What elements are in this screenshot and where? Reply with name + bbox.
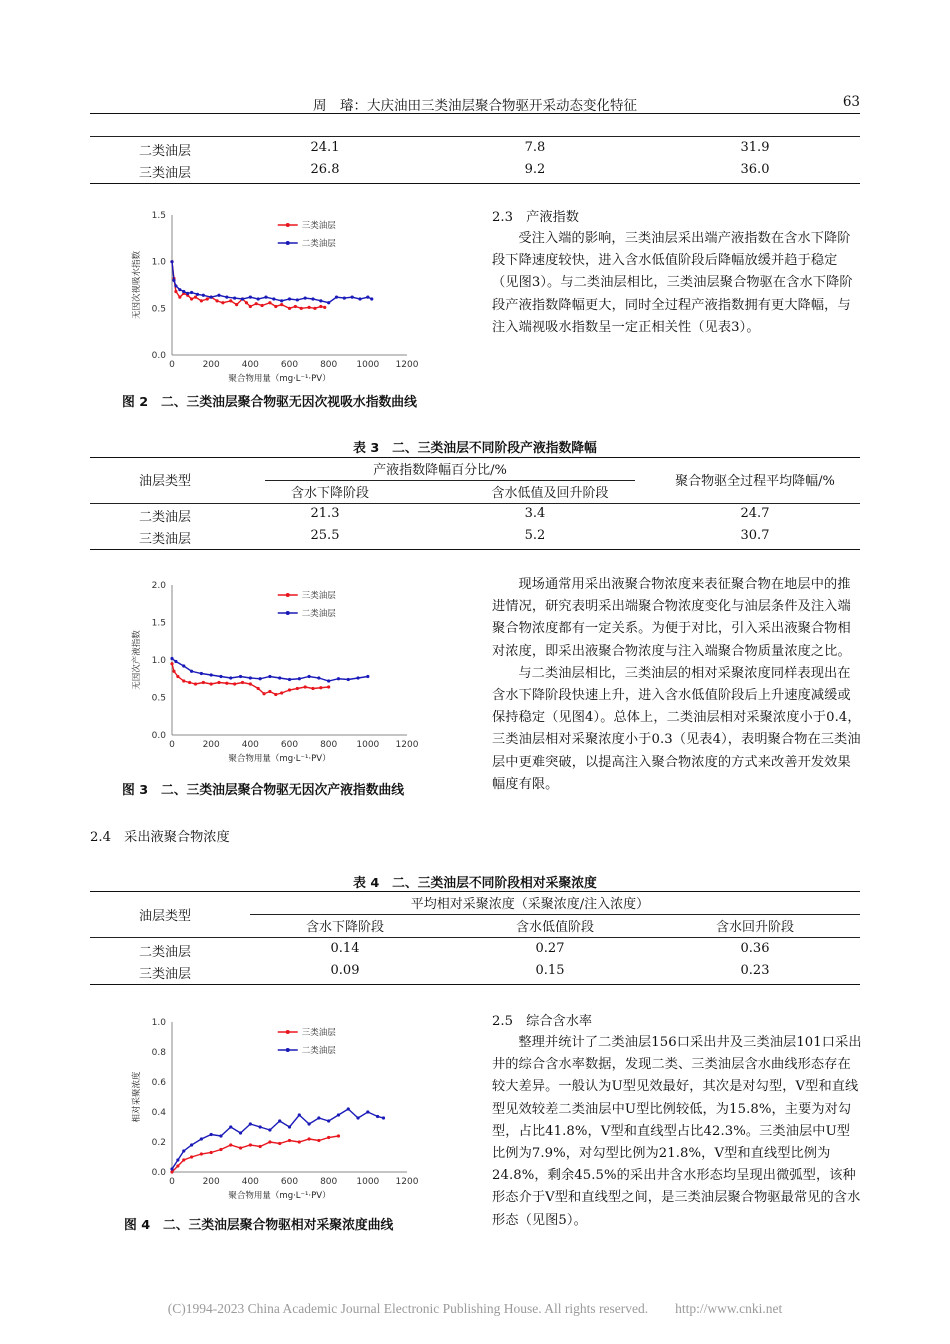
table-4-header-sub2: 含水低值阶段 [515,920,594,935]
section-2-3-heading: 2.3 产液指数 [492,210,579,225]
table-4-cell: 二类油层 [138,945,191,960]
x-tick-label: 600 [280,740,299,750]
data-point [249,682,252,685]
data-point [217,681,220,684]
table-top-bottom-rule [90,183,860,184]
data-point [178,296,181,299]
data-point [190,1155,193,1158]
data-point [259,1125,262,1128]
data-point [319,686,322,689]
table-top-cell: 24.1 [310,140,340,155]
data-point [215,299,218,302]
data-point [307,1137,310,1140]
concentration-paragraphs [492,574,862,796]
table-top-cell: 7.8 [524,140,546,155]
data-point [210,673,213,676]
table-4-cell: 0.23 [740,963,770,978]
data-point [274,693,277,696]
data-point [294,305,297,308]
y-axis-label: 相对采聚浓度 [132,1071,142,1123]
data-point [268,301,271,304]
data-point [229,1143,232,1146]
legend-label: 三类油层 [301,1028,336,1038]
data-point [280,691,283,694]
table-top-cell: 二类油层 [138,144,191,159]
x-tick-label: 0 [169,1177,175,1187]
table-top-cell: 三类油层 [138,166,191,181]
figure-4-chart [112,1012,442,1202]
table-4-cell: 0.36 [740,941,770,956]
legend-marker [286,1030,290,1034]
data-point [249,296,252,299]
data-point [259,677,262,680]
data-point [296,687,299,690]
figure-2-chart [112,205,442,385]
x-tick-label: 200 [202,740,220,750]
data-point [170,662,173,665]
legend-label: 三类油层 [301,591,336,601]
table-3-bottom-rule [90,549,860,550]
data-point [188,681,191,684]
x-tick-label: 200 [202,1177,220,1187]
legend-label: 二类油层 [301,609,336,619]
running-header [90,92,860,114]
data-point [268,1140,271,1143]
y-tick-label: 1.0 [151,1018,166,1028]
x-tick-label: 800 [320,1177,338,1187]
y-tick-label: 1.0 [151,257,166,268]
figure-3-chart [112,575,442,765]
data-point [327,1136,330,1139]
section-2-5-text: 整理并统计了二类油层156口采出井及三类油层101口采出井的综合含水率数据，发现二类、三类油层含水曲线形态存在较大差异。一般认为U型见效最好，其次是对勾型，V型和直线型见效较差二类油层中U型比例较低，为15.8%，主要为对勾型，占比41.8%，V型和直线型占比42.3%。三类油层中U型比例为7.9%，对勾型比例为21.8%，V型和直线型比例为24.8%，剩余45.5%的采出井含水形态均呈现出微弧型，该种形态介于V型和直线型之间，是三类油层聚合物驱最常见的含水形态（见图5）。 [492,1035,862,1228]
data-point [176,1158,179,1161]
y-tick-label: 1.0 [151,656,166,666]
data-point [178,288,181,291]
data-point [317,676,320,679]
concentration-paragraph-2: 与二类油层相比，三类油层的相对采聚浓度同样表现出在含水下降阶段快速上升，进入含水低值阶段后上升速度减缓或保持稳定（见图4）。总体上，二类油层相对采聚浓度小于0.4，三类油层相对采聚浓度小于0.3（见表4），表明聚合物在三类油层中更难突破，以提高注入聚合物浓度的方式来改善开发效果幅度有限。 [492,665,861,792]
x-axis-label: 聚合物用量（mg·L⁻¹·PV） [228,1191,331,1201]
data-point [307,306,310,309]
data-point [268,675,271,678]
table-3-cell: 3.4 [524,506,546,521]
section-2-4-heading: 2.4 采出液聚合物浓度 [90,830,230,845]
figure-4-caption: 图 4 二、三类油层聚合物驱相对采聚浓度曲线 [124,1218,394,1233]
data-point [219,1134,222,1137]
legend-marker [286,1048,290,1052]
table-top-cell: 26.8 [310,162,340,177]
data-point [317,1139,320,1142]
x-tick-label: 400 [241,360,259,370]
y-tick-label: 0.0 [151,1168,166,1178]
copyright-footer: (C)1994-2023 China Academic Journal Electronic Publishing House. All rights reserved. http://www.cnki.net [167,1301,783,1316]
table-4-header-sub1: 含水下降阶段 [305,920,384,935]
data-point [307,1122,310,1125]
table-3-cell: 三类油层 [138,532,191,547]
data-point [200,1152,203,1155]
series-line-type2 [172,1109,384,1169]
data-point [200,299,203,302]
table-3-header-group: 产液指数降幅百分比/% [373,463,507,478]
header-rule [90,113,860,114]
y-axis-label: 无因次产液指数 [132,630,142,690]
table-4-header-sub3: 含水回升阶段 [715,920,794,935]
table-3-caption: 表 3 二、三类油层不同阶段产液指数降幅 [353,441,597,456]
data-point [219,1148,222,1151]
data-point [298,677,301,680]
x-tick-label: 800 [320,740,338,750]
legend-label: 二类油层 [301,1046,336,1056]
data-point [337,677,340,680]
x-tick-label: 0 [169,740,175,750]
legend-marker [286,241,290,245]
data-point [182,1149,185,1152]
table-3-cell: 24.7 [740,506,770,521]
table-3-cell: 30.7 [740,528,770,543]
data-point [288,297,291,300]
data-point [366,296,369,299]
y-tick-label: 2.0 [151,581,166,591]
y-axis-label: 无因次视吸水指数 [132,250,142,320]
data-point [190,670,193,673]
data-point [229,1125,232,1128]
section-2-5-paragraph [492,1032,862,1232]
table-4-header-group: 平均相对采聚浓度（采聚浓度/注入浓度） [410,897,650,912]
data-point [174,660,177,663]
data-point [288,307,291,310]
x-tick-label: 1200 [395,740,419,750]
data-point [202,294,205,297]
y-tick-label: 0.8 [151,1048,166,1058]
data-point [210,682,213,685]
data-point [182,664,185,667]
data-point [249,1122,252,1125]
data-point [182,290,185,293]
legend-marker [286,593,290,597]
data-point [337,1113,340,1116]
data-point [210,1151,213,1154]
data-point [300,307,303,310]
table-4-top-rule [90,891,860,892]
table-4-header-type: 油层类型 [138,909,191,924]
table-3-cell: 21.3 [310,506,340,521]
data-point [288,1139,291,1142]
data-point [170,657,173,660]
x-axis-label: 聚合物用量（mg·L⁻¹·PV） [228,754,331,764]
x-tick-label: 400 [241,1177,259,1187]
data-point [221,301,224,304]
data-point [356,676,359,679]
y-tick-label: 0.5 [151,693,166,704]
data-point [307,675,310,678]
table-3-cell: 二类油层 [138,510,191,525]
x-tick-label: 1000 [356,1177,380,1187]
data-point [174,290,177,293]
data-point [311,687,314,690]
table-3-header-sub1: 含水下降阶段 [290,486,369,501]
data-point [376,1115,379,1118]
data-point [327,685,330,688]
data-point [280,303,283,306]
data-point [245,301,248,304]
legend-marker [286,223,290,227]
table-3-head-rule [90,503,860,504]
figure-3-caption: 图 3 二、三类油层聚合物驱无因次产液指数曲线 [122,783,405,798]
data-point [288,678,291,681]
table-4-cell: 0.09 [330,963,360,978]
table-3-header-sub2: 含水低值及回升阶段 [491,486,609,501]
data-point [172,670,175,673]
data-point [356,1116,359,1119]
data-point [172,279,175,282]
data-point [257,687,260,690]
figure-2-caption: 图 2 二、三类油层聚合物驱无因次视吸水指数曲线 [122,395,417,410]
table-4-cell: 0.27 [535,941,565,956]
data-point [268,690,271,693]
data-point [319,305,322,308]
table-4-cell: 0.15 [535,963,565,978]
data-point [278,1119,281,1122]
x-tick-label: 1200 [395,360,419,370]
data-point [260,304,263,307]
data-point [335,296,338,299]
table-3-header-type: 油层类型 [138,474,191,489]
data-point [241,681,244,684]
data-point [366,675,369,678]
data-point [174,284,177,287]
data-point [176,675,179,678]
y-tick-label: 0.0 [151,731,166,741]
data-point [288,1125,291,1128]
data-point [313,307,316,310]
data-point [249,305,252,308]
data-point [229,676,232,679]
data-point [358,297,361,300]
data-point [194,296,197,299]
data-point [257,297,260,300]
data-point [225,682,228,685]
data-point [249,676,252,679]
data-point [311,297,314,300]
table-top-cell: 36.0 [740,162,770,177]
data-point [233,296,236,299]
data-point [202,681,205,684]
y-tick-label: 0.2 [151,1138,166,1148]
x-tick-label: 1000 [356,740,380,750]
table-4-cell: 0.14 [330,941,360,956]
data-point [317,1116,320,1119]
series-line-type3 [172,262,325,309]
x-tick-label: 0 [169,360,175,370]
x-tick-label: 600 [280,360,299,370]
x-axis-label: 聚合物用量（mg·L⁻¹·PV） [228,374,331,384]
data-point [296,298,299,301]
data-point [278,676,281,679]
data-point [239,1146,242,1149]
data-point [347,1107,350,1110]
table-4-bottom-rule [90,984,860,985]
data-point [176,1164,179,1167]
data-point [219,675,222,678]
data-point [170,1167,173,1170]
data-point [327,679,330,682]
data-point [200,1137,203,1140]
y-tick-label: 0.5 [151,304,166,315]
table-3-cell: 25.5 [310,528,340,543]
data-point [217,294,220,297]
page-number: 63 [842,94,860,110]
data-point [323,306,326,309]
section-2-3-paragraph [492,228,862,339]
data-point [170,1170,173,1173]
section-2-5-heading: 2.5 综合含水率 [492,1014,593,1029]
table-3-header-total: 聚合物驱全过程平均降幅/% [675,474,835,489]
data-point [182,679,185,682]
y-tick-label: 1.5 [151,211,166,221]
y-tick-label: 0.6 [151,1078,166,1088]
data-point [280,299,283,302]
data-point [382,1116,385,1119]
data-point [366,1110,369,1113]
data-point [186,292,189,295]
x-tick-label: 400 [241,740,259,750]
data-point [304,296,307,299]
data-point [170,260,173,263]
data-point [210,296,213,299]
data-point [182,1158,185,1161]
table-top-cell: 9.2 [524,162,546,177]
section-2-3-text: 受注入端的影响，三类油层采出端产液指数在含水下降阶段下降速度较快，进入含水低值阶段后降幅放缓并趋于稳定（见图3）。与二类油层相比，三类油层聚合物驱在含水下降阶段产液指数降幅更大，同时全过程产液指数拥有更大降幅，与注入端视吸水指数呈一定正相关性（见表3）。 [492,231,853,335]
data-point [190,291,193,294]
table-top-cell: 31.9 [740,140,770,155]
data-point [190,297,193,300]
x-tick-label: 800 [320,360,338,370]
data-point [347,678,350,681]
y-tick-label: 1.5 [151,618,166,629]
data-point [233,682,236,685]
legend-marker [286,611,290,615]
data-point [272,297,275,300]
table-4-caption: 表 4 二、三类油层不同阶段相对采聚浓度 [353,876,597,891]
data-point [206,297,209,300]
data-point [241,297,244,300]
data-point [255,302,258,305]
data-point [239,675,242,678]
table-top-rule [90,136,860,137]
x-tick-label: 600 [280,1177,299,1187]
data-point [190,1143,193,1146]
table-3-cell: 5.2 [524,528,546,543]
y-tick-label: 0.4 [151,1108,166,1118]
data-point [298,1113,301,1116]
data-point [298,1140,301,1143]
data-point [337,1134,340,1137]
legend-label: 二类油层 [301,239,336,249]
data-point [249,1143,252,1146]
data-point [278,1142,281,1145]
data-point [351,296,354,299]
data-point [327,301,330,304]
data-point [235,303,238,306]
data-point [210,1133,213,1136]
data-point [304,685,307,688]
concentration-paragraph-1: 现场通常用采出液聚合物浓度来表征聚合物在地层中的推进情况，研究表明采出端聚合物浓度变化与油层条件及注入端聚合物浓度都有一定关系。为便于对比，引入采出液聚合物相对浓度，即采出液聚合物浓度与注入端聚合物质量浓度之比。 [492,577,851,659]
data-point [196,293,199,296]
x-tick-label: 1200 [395,1177,419,1187]
x-tick-label: 1000 [356,360,380,370]
data-point [370,297,373,300]
data-point [327,1119,330,1122]
data-point [225,296,228,299]
data-point [262,692,265,695]
data-point [274,305,277,308]
table-4-cell: 三类油层 [138,967,191,982]
y-tick-label: 0.0 [151,351,166,361]
data-point [319,299,322,302]
data-point [343,296,346,299]
data-point [259,1145,262,1148]
data-point [288,688,291,691]
data-point [200,672,203,675]
series-line-type2 [172,262,372,303]
table-4-head-rule [90,937,860,938]
data-point [229,299,232,302]
data-point [194,682,197,685]
legend-label: 三类油层 [301,221,336,231]
table-4-group-rule [250,914,860,915]
table-3-top-rule [90,457,860,458]
x-tick-label: 200 [202,360,220,370]
data-point [268,1128,271,1131]
running-title: 周 璿：大庆油田三类油层聚合物驱开采动态变化特征 [313,98,637,114]
table-3-group-rule [265,480,635,481]
data-point [264,296,267,299]
data-point [239,1131,242,1134]
